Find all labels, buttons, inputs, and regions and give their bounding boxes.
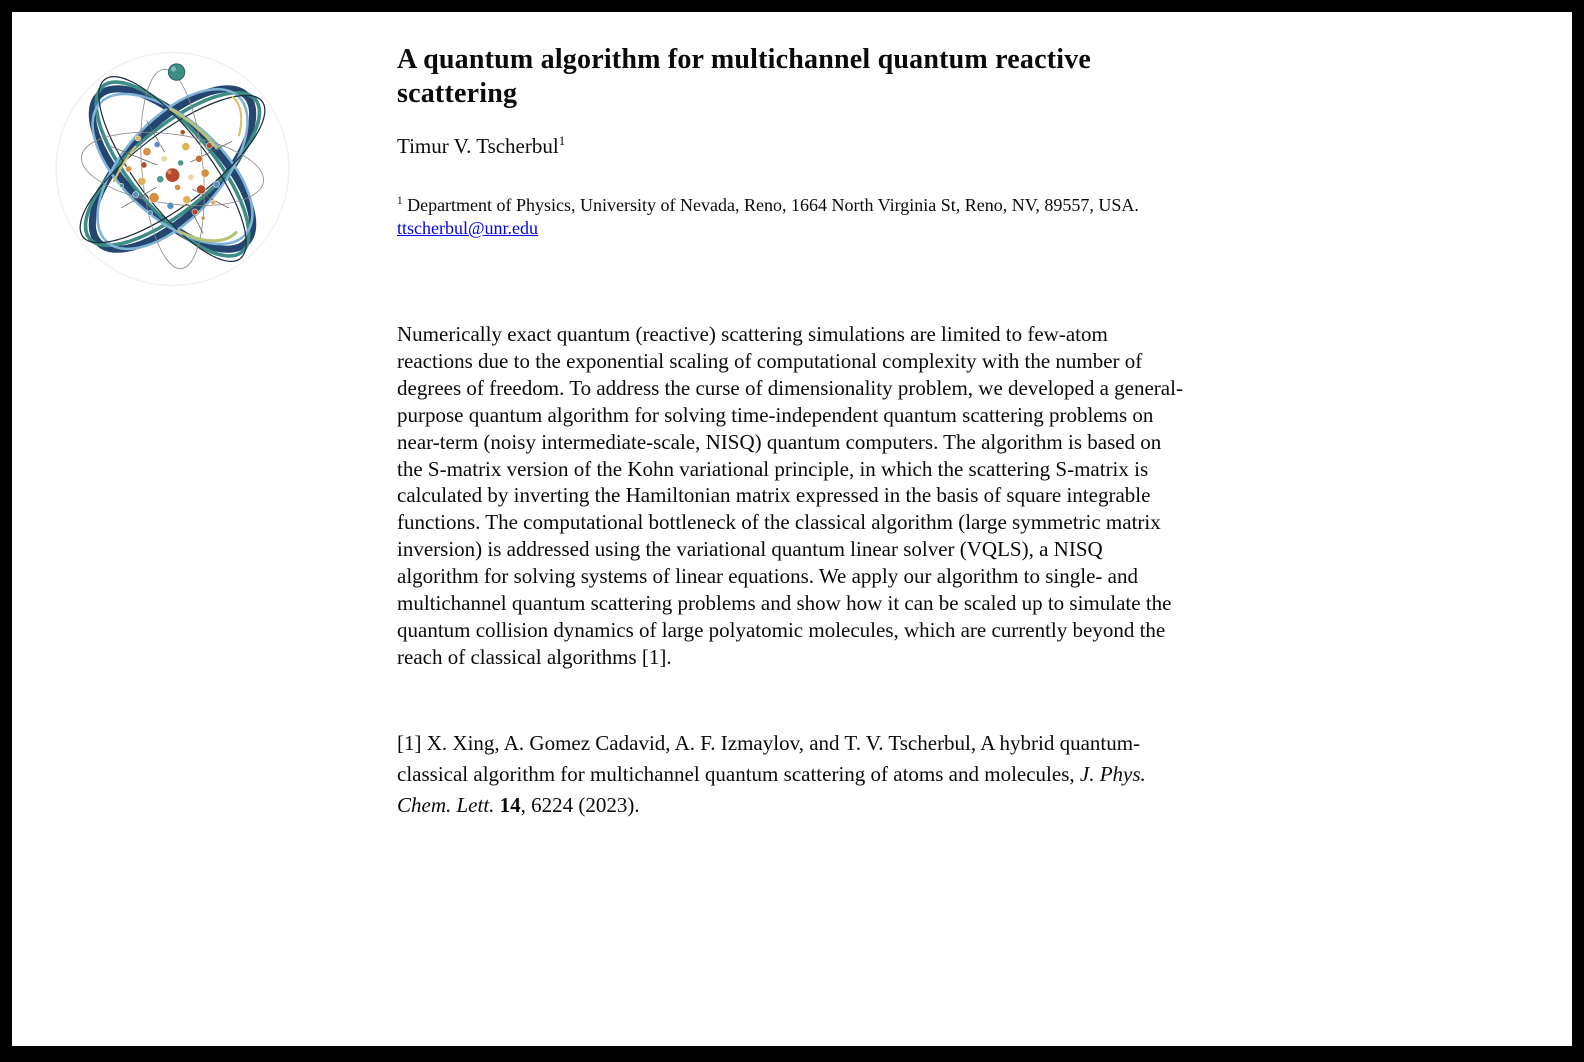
- reference-text: [1] X. Xing, A. Gomez Cadavid, A. F. Izmaylov, and T. V. Tscherbul, A hybrid quantum-classical algorithm for multichannel quantum scattering of atoms and molecules,: [397, 731, 1141, 786]
- paper-title: A quantum algorithm for multichannel quantum reactive scattering: [397, 43, 1092, 109]
- affiliation-text: Department of Physics, University of Nevada, Reno, 1664 North Virginia St, Reno, NV, 89557, USA.: [402, 195, 1139, 215]
- reference-pages-year: , 6224 (2023).: [520, 793, 640, 817]
- atom-illustration: [50, 42, 295, 292]
- paper-page: [12, 12, 1572, 1046]
- author-name: Timur V. Tscherbul: [397, 134, 559, 158]
- abstract-paragraph: Numerically exact quantum (reactive) scattering simulations are limited to few-atom reactions due to the exponential scaling of computational complexity with the number of degrees of freedom. To address the curse of dimensionality problem, we developed a general-purpose quantum algorithm for solving time-independent quantum scattering problems on near-term (noisy intermediate-scale, NISQ) quantum computers. The algorithm is based on the S-matrix version of the Kohn variational principle, in which the scattering S-matrix is calculated by inverting the Hamiltonian matrix expressed in the basis of square integrable functions. The computational bottleneck of the classical algorithm (large symmetric matrix inversion) is addressed using the variational quantum linear solver (VQLS), a NISQ algorithm for solving systems of linear equations. We apply our algorithm to single- and multichannel quantum scattering problems and show how it can be scaled up to simulate the quantum collision dynamics of large polyatomic molecules, which are currently beyond the reach of classical algorithms [1].: [397, 322, 1183, 669]
- reference-journal: J. Phys. Chem. Lett.: [397, 762, 1146, 817]
- author-line: [397, 128, 1187, 159]
- atom-illustration-svg: [50, 42, 295, 292]
- author-affiliation-superscript: 1: [558, 133, 566, 148]
- reference-volume: 14: [494, 793, 521, 817]
- reference-entry: [397, 728, 1167, 821]
- email-link[interactable]: ttscherbul@unr.edu: [397, 218, 539, 238]
- affiliation-marker: 1: [397, 195, 403, 207]
- affiliation-block: [397, 190, 1152, 240]
